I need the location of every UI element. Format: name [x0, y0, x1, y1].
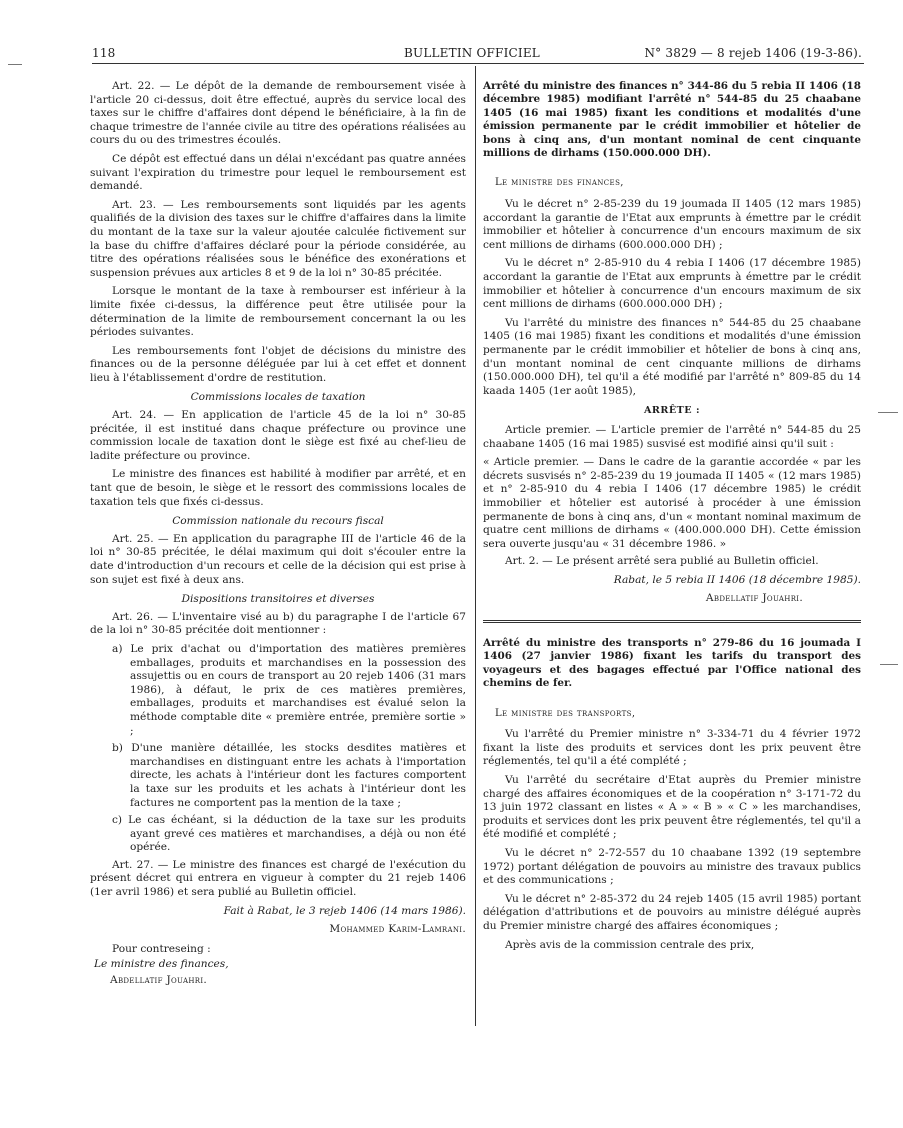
arrete-344-86-article-2: Art. 2. — Le présent arrêté sera publié au Bulletin officiel.: [505, 555, 819, 568]
arrete-separator: [483, 620, 861, 623]
article-27-paragraph-1: Art. 27. — Le ministre des finances est chargé de l'exécution du présent décret qui entrera en vigueur à compter du 21 rejeb 1406 (1er avril 1986) et sera publié au Bulletin officiel.: [90, 858, 466, 899]
page-number: 118: [92, 46, 116, 60]
left-column: [90, 80, 466, 990]
article-22-paragraph-1: Art. 22. — Le dépôt de la demande de remboursement visée à l'article 20 ci-dessus, doit être effectué, auprès du service local des taxes sur le chiffre d'affaires dont dépend le bénéficiaire, à la fin de chaque trimestre de l'année civile au titre des opérations réalisées au cours du ou des trimestres écoulés.: [90, 80, 466, 147]
signatory-name: Mohammed Karim-Lamrani.: [329, 923, 466, 936]
right-column: [483, 80, 861, 957]
article-26-item-b: b) D'une manière détaillée, les stocks desdites matières et marchandises en distinguant entre les achats à l'importation directe, les achats à l'intérieur dont les factures comportent la taxe sur les produits et les achats à l'intérieur dont les factures ne comportent pas la mention de la taxe ;: [112, 742, 466, 809]
article-24-paragraph-2: Le ministre des finances est habilité à modifier par arrêté, et en tant que de besoin, le siège et le ressort des commissions locales de taxation tels que fixés ci-dessus.: [90, 468, 466, 508]
arrete-344-86-signatory: Abdellatif Jouahri.: [705, 592, 803, 605]
article-23-paragraph-3: Les remboursements font l'objet de décisions du ministre des finances ou de la personne déléguée par lui à cet effet et donnent lieu à l'établissement d'ordre de restitution.: [90, 344, 466, 384]
running-header: [92, 46, 862, 64]
article-23-paragraph-1: Art. 23. — Les remboursements sont liquidés par les agents qualifiés de la division des taxes sur le chiffre d'affaires dans la limite du montant de la taxe sur la valeur ajoutée calculée fictivement sur la base du chiffre d'affaires déclaré pour la période considérée, au titre des opérations réalisées sous le bénéfice des exonérations et suspension prévues aux articles 8 et 9 de la loi n° 30-85 précitée.: [90, 198, 466, 279]
arrete-344-86-place-date: Rabat, le 5 rebia II 1406 (18 décembre 1985).: [613, 573, 861, 586]
arrete-279-86-title: Arrêté du ministre des transports n° 279-86 du 16 joumada I 1406 (27 janvier 1986) fixant les tarifs du transport des voyageurs et des bagages effectué par l'Office national des chemins de fer.: [483, 637, 861, 690]
arrete-279-86-avis: Après avis de la commission centrale des prix,: [505, 938, 755, 951]
arrete-344-86-visa-1: Vu le décret n° 2-85-239 du 19 joumada II 1405 (12 mars 1985) accordant la garantie de l'Etat aux emprunts à émettre par le crédit immobilier et hôtelier à concurrence d'un encours maximum de six cent millions de dirhams (600.000.000 DH) ;: [483, 198, 861, 251]
publication-title: BULLETIN OFFICIEL: [404, 46, 540, 60]
article-23-paragraph-2: Lorsque le montant de la taxe à rembourser est inférieur à la limite fixée ci-dessus, la différence peut être utilisée pour la détermination de la limite de remboursement concernant la ou les périodes suivantes.: [90, 285, 466, 339]
issue-reference: N° 3829 — 8 rejeb 1406 (19-3-86).: [644, 46, 862, 60]
arrete-344-86-arrete-label: ARRÊTE :: [643, 405, 701, 417]
arrete-344-86-visa-3: Vu l'arrêté du ministre des finances n° 544-85 du 25 chaabane 1405 (16 mai 1985) fixant les conditions et modalités d'une émission permanente par le crédit immobilier et hôtelier de bons à cinq ans, d'un montant nominal de cent cinquante millions de dirhams (150.000.000 DH), tel qu'il a été modifié par l'arrêté n° 809-85 du 14 kaada 1405 (1er août 1985),: [483, 316, 861, 397]
arrete-279-86-visa-2: Vu l'arrêté du secrétaire d'Etat auprès du Premier ministre chargé des affaires économiques et de la coopération n° 3-171-72 du 13 juin 1972 classant en listes « A » « B » « C » les marchandises, produits et services dont les prix peuvent être réglementés, tel qu'il a été modifié et complété ;: [483, 774, 861, 841]
section-heading-commission-nationale: Commission nationale du recours fiscal: [172, 515, 384, 528]
margin-mark: [880, 664, 898, 666]
countersign-label: Pour contreseing :: [112, 942, 211, 955]
arrete-279-86-visa-4: Vu le décret n° 2-85-372 du 24 rejeb 1405 (15 avril 1985) portant délégation d'attributions et de pouvoirs au ministre délégué auprès du Premier ministre chargé des affaires économiques ;: [483, 892, 861, 932]
header-rule: [92, 63, 864, 64]
countersign-role: Le ministre des finances,: [94, 958, 229, 971]
column-divider: [475, 66, 476, 1026]
arrete-279-86-minister: Le ministre des transports,: [495, 707, 636, 719]
article-24-paragraph-1: Art. 24. — En application de l'article 45 de la loi n° 30-85 précitée, il est institué dans chaque préfecture ou province une commission locale de taxation dont le siège est fixé au chef-lieu de ladite préfecture ou province.: [90, 409, 466, 462]
article-22-paragraph-2: Ce dépôt est effectué dans un délai n'excédant pas quatre années suivant l'expiration du trimestre pour lequel le remboursement est demandé.: [90, 152, 466, 193]
margin-mark: [8, 64, 22, 66]
article-26-intro: Art. 26. — L'inventaire visé au b) du paragraphe I de l'article 67 de la loi n° 30-85 précitée doit mentionner :: [90, 610, 466, 637]
article-26-item-c: c) Le cas échéant, si la déduction de la taxe sur les produits ayant grevé ces matières et marchandises, a déjà ou non été opérée.: [112, 814, 466, 854]
arrete-279-86-visa-1: Vu l'arrêté du Premier ministre n° 3-334-71 du 4 février 1972 fixant la liste des produits et services dont les prix peuvent être réglementés, tel qu'il a été complété ;: [483, 728, 861, 768]
section-heading-commissions-locales: Commissions locales de taxation: [190, 391, 366, 404]
arrete-344-86-visa-2: Vu le décret n° 2-85-910 du 4 rebia I 1406 (17 décembre 1985) accordant la garantie de l'Etat aux emprunts à émettre par le crédit immobilier et hôtelier à concurrence d'un encours maximum de six cent millions de dirhams (600.000.000 DH) ;: [483, 257, 861, 311]
arrete-344-86-article-premier: Article premier. — L'article premier de l'arrêté n° 544-85 du 25 chaabane 1405 (16 mai 1985) susvisé est modifié ainsi qu'il suit :: [483, 423, 861, 450]
margin-mark: [878, 412, 898, 414]
signature-place-date: Fait à Rabat, le 3 rejeb 1406 (14 mars 1986).: [223, 904, 466, 917]
section-heading-dispositions: Dispositions transitoires et diverses: [181, 593, 375, 606]
article-26-item-a: a) Le prix d'achat ou d'importation des matières premières emballages, produits et marchandises en la possession des assujettis ou en cours de transport au 20 rejeb 1406 (31 mars 1986), à défaut, le prix de ces matières premières, emballages, produits et marchandises est évalué selon la méthode comptable dite « première entrée, première sortie » ;: [112, 642, 466, 737]
article-25-paragraph-1: Art. 25. — En application du paragraphe III de l'article 46 de la loi n° 30-85 précitée, le délai maximum qui doit s'écouler entre la date d'introduction d'un recours et celle de la décision qui est prise à son sujet est fixé à deux ans.: [90, 532, 466, 586]
arrete-344-86-quoted-article: « Article premier. — Dans le cadre de la garantie accordée « par les décrets susvisés n° 2-85-239 du 19 joumada II 1405 « (12 mars 1985) et n° 2-85-910 du 4 rebia I 1406 (17 décembre 1985) le crédit immobilier et hôtelier est autorisé à procéder à une émission permanente de bons à cinq ans, d'un « montant nominal maximum de quatre cent millions de dirhams « (400.000.000 DH). Cette émission sera ouverte jusqu'au « 31 décembre 1986. »: [483, 456, 861, 550]
arrete-344-86-minister: Le ministre des finances,: [495, 177, 624, 189]
arrete-344-86-title: Arrêté du ministre des finances n° 344-86 du 5 rebia II 1406 (18 décembre 1985) modifiant l'arrêté n° 544-85 du 25 chaabane 1405 (16 mai 1985) fixant les conditions et modalités d'une émission permanente par le crédit immobilier et hôtelier de bons à cinq ans, d'un montant nominal de cent cinquante millions de dirhams (150.000.000 DH).: [483, 80, 861, 160]
countersign-name: Abdellatif Jouahri.: [110, 974, 208, 987]
arrete-279-86-visa-3: Vu le décret n° 2-72-557 du 10 chaabane 1392 (19 septembre 1972) portant délégation de pouvoirs au ministre des travaux publics et des communications ;: [483, 847, 861, 887]
